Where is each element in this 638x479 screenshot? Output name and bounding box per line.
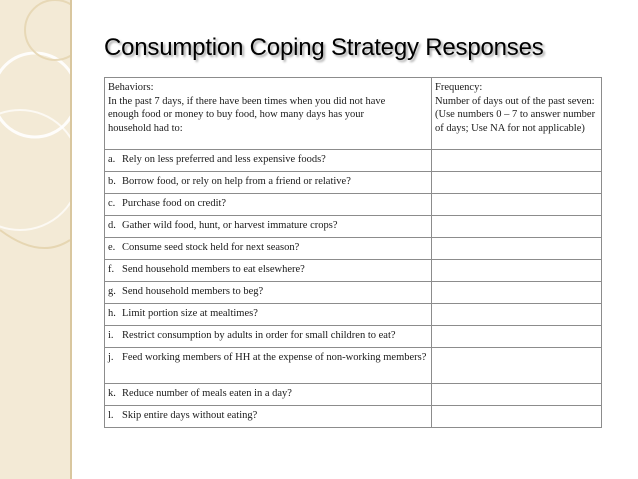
item-text: Consume seed stock held for next season? (122, 242, 300, 253)
behavior-cell (105, 348, 432, 384)
frequency-header-line: Number of days out of the past seven: (435, 95, 595, 107)
item-text: Rely on less preferred and less expensive foods? (122, 154, 326, 165)
behavior-cell (105, 150, 432, 172)
item-letter: h. (108, 308, 116, 319)
table-row (105, 150, 602, 172)
item-text: Purchase food on credit? (122, 198, 227, 209)
item-letter: k. (108, 388, 116, 399)
table-row (105, 238, 602, 260)
behavior-cell (105, 282, 432, 304)
behaviors-header-line: household had to: (108, 122, 183, 134)
table-row (105, 194, 602, 216)
behavior-cell (105, 238, 432, 260)
behavior-cell (105, 406, 432, 428)
table-row (105, 348, 602, 384)
table-row (105, 260, 602, 282)
table-row (105, 406, 602, 428)
behavior-cell (105, 326, 432, 348)
behaviors-header-cell (105, 78, 432, 150)
frequency-cell[interactable] (432, 384, 602, 406)
frequency-cell[interactable] (432, 348, 602, 384)
behaviors-header-line: Behaviors: (108, 82, 154, 93)
table-row (105, 384, 602, 406)
item-text: Gather wild food, hunt, or harvest immature crops? (122, 220, 338, 231)
frequency-header-line: (Use numbers 0 – 7 to answer number (435, 109, 596, 120)
table-row (105, 304, 602, 326)
table-row (105, 282, 602, 304)
item-letter: e. (108, 242, 116, 253)
behavior-cell (105, 384, 432, 406)
frequency-cell[interactable] (432, 406, 602, 428)
behavior-cell (105, 304, 432, 326)
behavior-cell (105, 216, 432, 238)
behavior-cell (105, 172, 432, 194)
item-letter: g. (108, 286, 116, 297)
item-letter: f. (108, 264, 115, 275)
table-row (105, 326, 602, 348)
item-letter: c. (108, 198, 116, 209)
frequency-cell[interactable] (432, 172, 602, 194)
frequency-cell[interactable] (432, 304, 602, 326)
item-letter: b. (108, 176, 116, 187)
item-letter: i. (108, 330, 114, 341)
decorative-swirl-graphic (0, 0, 70, 479)
frequency-cell[interactable] (432, 260, 602, 282)
behavior-cell (105, 194, 432, 216)
frequency-header-line: of days; Use NA for not applicable) (435, 122, 585, 134)
slide-title: Consumption Coping Strategy Responses (104, 34, 544, 61)
behavior-cell (105, 260, 432, 282)
item-letter: a. (108, 154, 116, 165)
item-text: Skip entire days without eating? (122, 410, 258, 421)
behaviors-header-line: enough food or money to buy food, how many days has your (108, 109, 365, 120)
frequency-cell[interactable] (432, 216, 602, 238)
frequency-cell[interactable] (432, 282, 602, 304)
decorative-left-band (0, 0, 72, 479)
table-row (105, 172, 602, 194)
frequency-cell[interactable] (432, 150, 602, 172)
item-text: Reduce number of meals eaten in a day? (122, 388, 292, 399)
item-letter: l. (108, 410, 114, 421)
coping-strategy-table (104, 77, 601, 428)
frequency-cell[interactable] (432, 194, 602, 216)
table-header-row (105, 78, 602, 150)
item-text: Borrow food, or rely on help from a friend or relative? (122, 176, 351, 187)
frequency-cell[interactable] (432, 326, 602, 348)
behaviors-header-line: In the past 7 days, if there have been times when you did not have (108, 95, 386, 107)
item-text: Restrict consumption by adults in order for small children to eat? (122, 330, 396, 341)
item-letter: j. (108, 352, 114, 363)
item-text: Send household members to beg? (122, 286, 264, 297)
item-text: Feed working members of HH at the expense of non-working members? (122, 352, 427, 363)
frequency-header-cell (432, 78, 602, 150)
item-text: Limit portion size at mealtimes? (122, 308, 258, 319)
frequency-header-line: Frequency: (435, 82, 483, 93)
item-letter: d. (108, 220, 116, 231)
item-text: Send household members to eat elsewhere? (122, 264, 305, 275)
frequency-cell[interactable] (432, 238, 602, 260)
table-row (105, 216, 602, 238)
